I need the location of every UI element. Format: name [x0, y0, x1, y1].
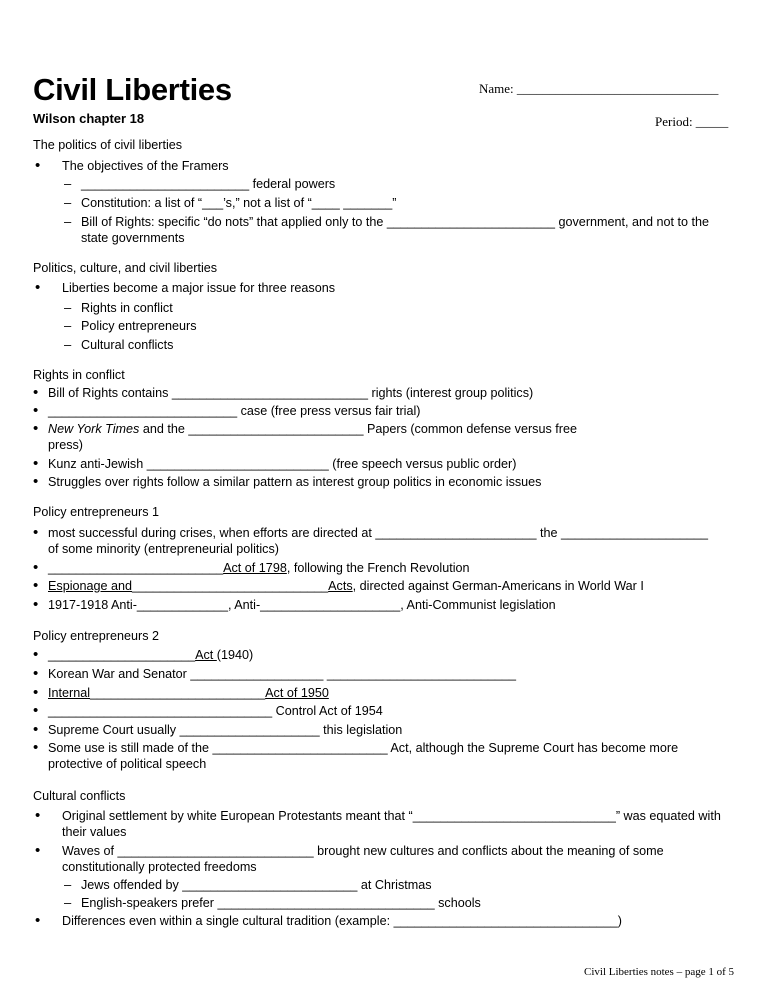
list-item-text: , following the French Revolution	[286, 561, 470, 575]
bullet-icon: •	[33, 721, 39, 738]
blank-line: _____________________	[48, 648, 196, 662]
bullet-icon: •	[33, 739, 39, 756]
underlined-text: Acts	[328, 579, 353, 593]
list-item: Differences even within a single cultural tradition (example: ________________________________)	[62, 914, 622, 928]
underlined-text: Act of 1798	[223, 561, 287, 575]
list-item	[48, 579, 644, 593]
page-subtitle: Wilson chapter 18	[33, 111, 145, 126]
sub-list-item: English-speakers prefer _______________________________ schools	[81, 896, 481, 910]
sub-list-item: Rights in conflict	[81, 301, 173, 315]
dash-icon: –	[64, 877, 72, 892]
sub-list-item: Bill of Rights: specific “do nots” that applied only to the ________________________ government, and not to the	[81, 215, 710, 229]
blank-line: _________________________	[90, 686, 266, 700]
list-item: Liberties become a major issue for three reasons	[62, 281, 335, 295]
list-item-continued: their values	[62, 825, 127, 839]
dash-icon: –	[64, 176, 72, 191]
list-item-text: (1940)	[216, 648, 254, 662]
underlined-text: Espionage and	[48, 579, 133, 593]
period-field: Period: _____	[655, 114, 729, 129]
list-item: ________________________________ Control Act of 1954	[48, 704, 383, 718]
bullet-icon: •	[33, 384, 39, 401]
list-item: most successful during crises, when efforts are directed at _______________________ the _____________________	[48, 526, 709, 540]
dash-icon: –	[64, 337, 72, 352]
bullet-icon: •	[33, 684, 39, 701]
bullet-icon: •	[33, 473, 39, 490]
list-item-continued: protective of political speech	[48, 757, 207, 771]
underlined-text: Act of 1950	[265, 686, 329, 700]
list-item: ___________________________ case (free press versus fair trial)	[48, 404, 421, 418]
section-heading-rights: Rights in conflict	[33, 368, 125, 382]
list-item-text: , directed against German-Americans in World War I	[352, 579, 644, 593]
name-field: Name: _______________________________	[479, 81, 719, 96]
underlined-text: Internal	[48, 686, 91, 700]
list-item: Supreme Court usually ____________________ this legislation	[48, 723, 403, 737]
section-heading-entrepreneurs-2: Policy entrepreneurs 2	[33, 629, 160, 643]
section-heading-culture: Politics, culture, and civil liberties	[33, 261, 218, 275]
sub-list-item-continued: state governments	[81, 231, 185, 245]
bullet-icon: •	[33, 524, 39, 541]
list-item: Kunz anti-Jewish __________________________ (free speech versus public order)	[48, 457, 517, 471]
bullet-icon: •	[33, 646, 39, 663]
blank-line: _________________________	[48, 561, 224, 575]
list-item	[48, 561, 470, 575]
bullet-icon: •	[33, 665, 39, 682]
list-item-continued: of some minority (entrepreneurial politics)	[48, 542, 279, 556]
bullet-icon: •	[33, 420, 39, 437]
list-item	[48, 648, 253, 662]
list-item: Struggles over rights follow a similar pattern as interest group politics in economic issues	[48, 475, 542, 489]
bullet-icon: •	[35, 807, 41, 824]
sub-list-item: Jews offended by _________________________ at Christmas	[81, 878, 432, 892]
page-footer: Civil Liberties notes – page 1 of 5	[584, 966, 734, 978]
dash-icon: –	[64, 195, 72, 210]
sub-list-item: Cultural conflicts	[81, 338, 174, 352]
list-item: Korean War and Senator ___________________ ___________________________	[48, 667, 517, 681]
dash-icon: –	[64, 214, 72, 229]
list-item: 1917-1918 Anti-_____________, Anti-____________________, Anti-Communist legislation	[48, 598, 556, 612]
section-heading-cultural: Cultural conflicts	[33, 789, 126, 803]
list-item: Waves of ____________________________ brought new cultures and conflicts about the meaning of some	[62, 844, 664, 858]
dash-icon: –	[64, 895, 72, 910]
list-item	[48, 422, 577, 436]
section-heading-politics: The politics of civil liberties	[33, 138, 183, 152]
bullet-icon: •	[33, 702, 39, 719]
newspaper-name: New York Times	[48, 422, 140, 436]
bullet-icon: •	[33, 559, 39, 576]
dash-icon: –	[64, 318, 72, 333]
sub-list-item: ________________________ federal powers	[81, 177, 336, 191]
list-item-continued: press)	[48, 438, 83, 452]
bullet-icon: •	[33, 455, 39, 472]
bullet-icon: •	[35, 157, 41, 174]
list-item: Some use is still made of the _________________________ Act, although the Supreme Court has become more	[48, 741, 679, 755]
underlined-text: Act	[195, 648, 217, 662]
dash-icon: –	[64, 300, 72, 315]
bullet-icon: •	[33, 577, 39, 594]
list-item: Bill of Rights contains ____________________________ rights (interest group politics)	[48, 386, 534, 400]
bullet-icon: •	[35, 279, 41, 296]
bullet-icon: •	[35, 912, 41, 929]
blank-line: ____________________________	[132, 579, 329, 593]
list-item: Original settlement by white European Protestants meant that “_____________________________” was equated with	[62, 809, 721, 823]
list-item-text: and the _________________________ Papers (common defense versus free	[139, 422, 577, 436]
sub-list-item: Policy entrepreneurs	[81, 319, 197, 333]
bullet-icon: •	[33, 596, 39, 613]
section-heading-entrepreneurs-1: Policy entrepreneurs 1	[33, 505, 160, 519]
list-item	[48, 686, 329, 700]
page-title: Civil Liberties	[33, 72, 232, 107]
bullet-icon: •	[35, 842, 41, 859]
list-item-continued: constitutionally protected freedoms	[62, 860, 257, 874]
list-item: The objectives of the Framers	[62, 159, 229, 173]
bullet-icon: •	[33, 402, 39, 419]
sub-list-item: Constitution: a list of “___’s,” not a list of “____ _______”	[81, 196, 397, 210]
